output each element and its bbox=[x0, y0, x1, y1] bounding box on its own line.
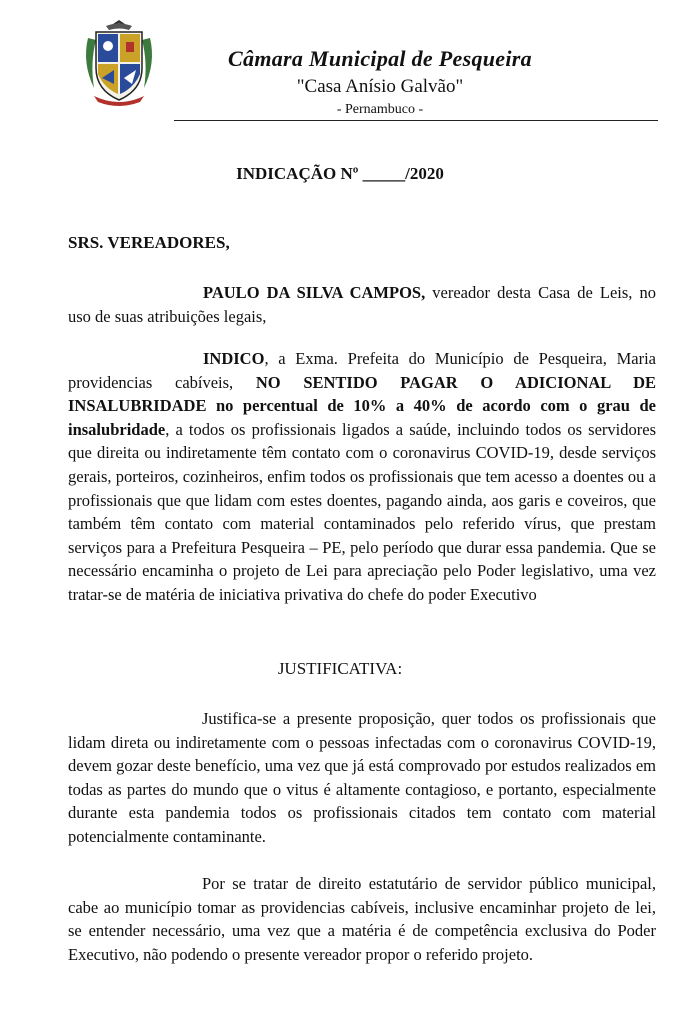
author-name: PAULO DA SILVA CAMPOS, bbox=[203, 283, 426, 302]
indication-text-a: , a Exma. Prefeita do Município de Pesqueira, Maria providencias cabíveis, bbox=[68, 349, 656, 392]
justification-heading: JUSTIFICATIVA: bbox=[277, 659, 403, 678]
organization-name: Câmara Municipal de Pesqueira bbox=[228, 46, 532, 71]
salutation: SRS. VEREADORES, bbox=[68, 233, 230, 252]
municipal-coat-of-arms-icon bbox=[80, 18, 158, 108]
header-divider bbox=[174, 120, 658, 121]
closing-text: Por se tratar de direito estatutário de servidor público municipal, cabe ao município tomar as providencias cabíveis, inclusive encaminhar projeto de lei, se entender necessário, uma vez que a matéria é de competência exclusiva do Poder Executivo, não podendo o presente vereador propor o referido projeto. bbox=[68, 874, 656, 964]
indication-bold: NO SENTIDO PAGAR O ADICIONAL DE INSALUBRIDADE no percentual de 10% a 40% de acordo com o grau de insalubridade bbox=[68, 372, 656, 439]
letterhead bbox=[0, 0, 680, 124]
organization-state: - Pernambuco - bbox=[336, 102, 424, 117]
organization-subtitle: "Casa Anísio Galvão" bbox=[296, 76, 464, 97]
indication-text-b: , a todos os profissionais ligados a saúde, incluindo todos os servidores que direita ou indiretamente têm contato com o coronavirus COVID-19, desde serviços gerais, porteiros, cozinheiros, enfim todos os profissionais que tem acesso a doentes ou a profissionais que que lidam com estes doentes, pagando ainda, aos garis e coveiros, que também têm contato com material contaminados pelo referido vírus, que prestam serviços para a Prefeitura Pesqueira – PE, pelo período que durar essa pandemia. Que se necessário encaminha o projeto de Lei para apreciação pelo Poder legislativo, uma vez tratar-se de matéria de iniciativa privativa do chefe do poder Executivo bbox=[68, 419, 656, 604]
justification-text: Justifica-se a presente proposição, quer todos os profissionais que lidam direta ou indiretamente com o pessoas infectadas com o coronavirus COVID-19, devem gozar deste benefício, uma vez que já está comprovado por estudos realizados em todas as partes do mundo que o vitus é altamente contagioso, e portanto, especialmente durante esta pandemia todos os profissionais citados tem contato com material potencialmente contaminante. bbox=[68, 709, 656, 846]
document-title: INDICAÇÃO Nº _____/2020 bbox=[236, 164, 444, 183]
indication-verb: INDICO bbox=[203, 349, 265, 368]
paragraph-justification bbox=[68, 707, 656, 849]
paragraph-closing bbox=[68, 872, 656, 966]
paragraph-indication bbox=[68, 347, 656, 607]
paragraph-author bbox=[68, 281, 656, 331]
author-text: vereador desta Casa de Leis, no uso de suas atribuições legais, bbox=[68, 283, 656, 326]
